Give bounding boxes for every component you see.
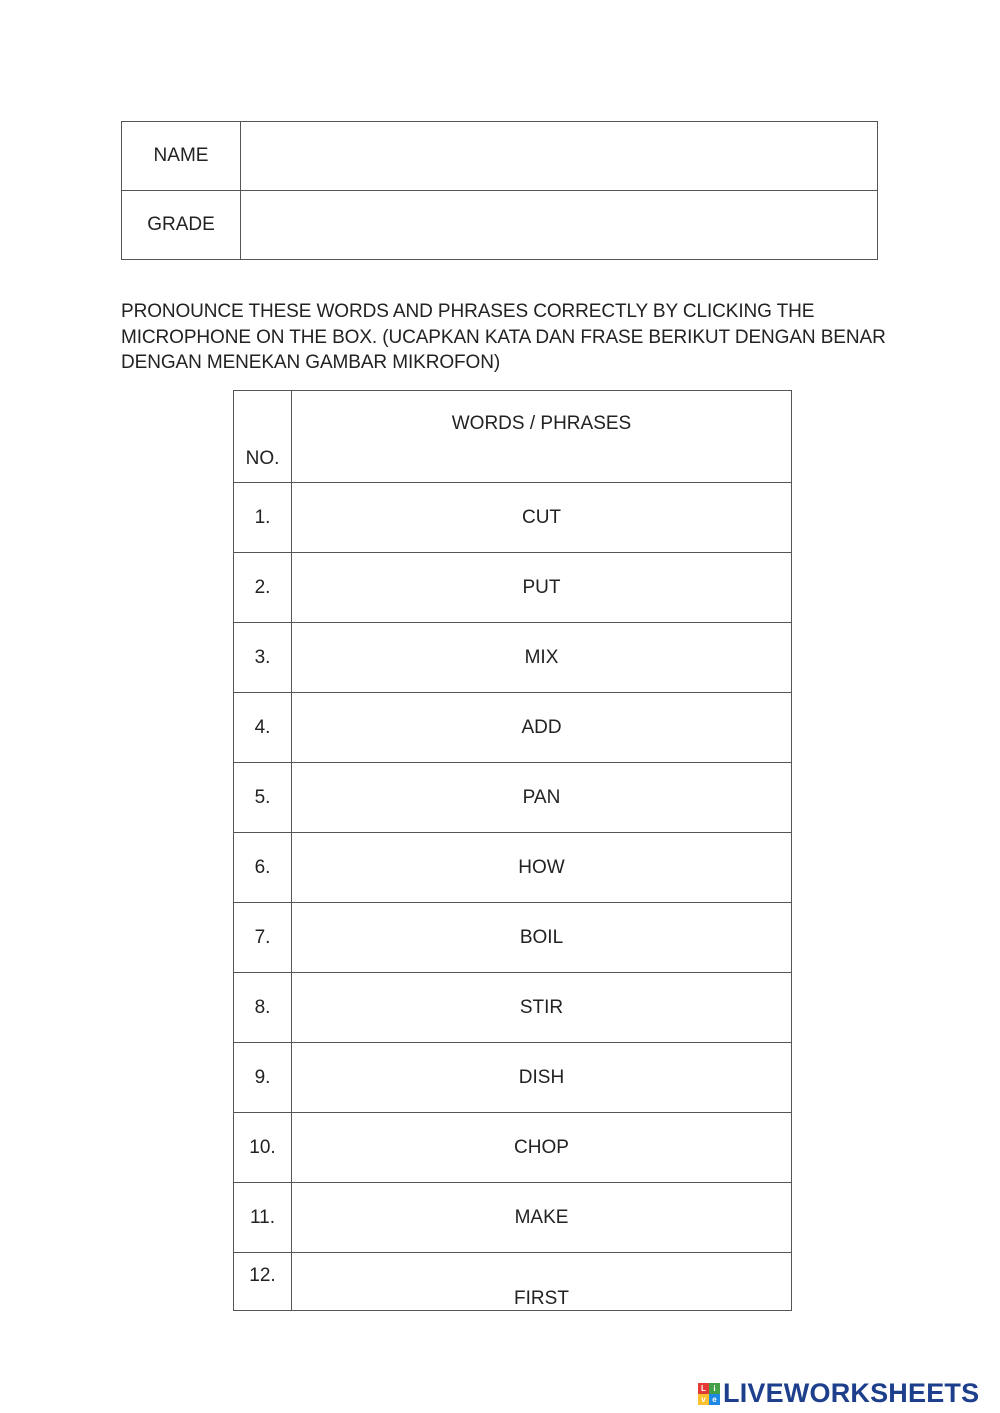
table-header-row bbox=[234, 391, 792, 483]
word-cell[interactable]: PUT bbox=[292, 553, 792, 623]
table-row bbox=[234, 1253, 792, 1311]
word-cell[interactable]: MIX bbox=[292, 623, 792, 693]
word-cell[interactable]: PAN bbox=[292, 763, 792, 833]
words-table bbox=[233, 390, 792, 1311]
grade-row bbox=[122, 191, 878, 260]
word-cell[interactable]: CUT bbox=[292, 483, 792, 553]
name-row bbox=[122, 122, 878, 191]
row-number: 1. bbox=[234, 483, 292, 553]
word-cell[interactable]: CHOP bbox=[292, 1113, 792, 1183]
table-row bbox=[234, 763, 792, 833]
word-cell[interactable]: ADD bbox=[292, 693, 792, 763]
row-number: 8. bbox=[234, 973, 292, 1043]
logo-mark-icon bbox=[698, 1383, 720, 1405]
word-cell[interactable]: DISH bbox=[292, 1043, 792, 1113]
table-row bbox=[234, 483, 792, 553]
liveworksheets-logo[interactable] bbox=[698, 1378, 979, 1409]
table-row bbox=[234, 833, 792, 903]
name-label: NAME bbox=[122, 122, 241, 191]
words-column-header: WORDS / PHRASES bbox=[292, 391, 792, 483]
table-row bbox=[234, 693, 792, 763]
table-row bbox=[234, 973, 792, 1043]
row-number: 7. bbox=[234, 903, 292, 973]
row-number: 2. bbox=[234, 553, 292, 623]
grade-label: GRADE bbox=[122, 191, 241, 260]
row-number: 9. bbox=[234, 1043, 292, 1113]
row-number: 3. bbox=[234, 623, 292, 693]
grade-field[interactable] bbox=[241, 191, 878, 260]
table-row bbox=[234, 1183, 792, 1253]
student-info-table bbox=[121, 121, 878, 260]
table-row bbox=[234, 623, 792, 693]
name-field[interactable] bbox=[241, 122, 878, 191]
row-number: 5. bbox=[234, 763, 292, 833]
table-row bbox=[234, 903, 792, 973]
table-row bbox=[234, 1113, 792, 1183]
word-cell[interactable]: STIR bbox=[292, 973, 792, 1043]
logo-mark-letter: e bbox=[709, 1394, 720, 1405]
logo-mark-letter: i bbox=[709, 1383, 720, 1394]
row-number: 11. bbox=[234, 1183, 292, 1253]
table-row bbox=[234, 553, 792, 623]
no-column-header: NO. bbox=[234, 391, 292, 483]
logo-text: LIVEWORKSHEETS bbox=[723, 1378, 980, 1408]
row-number: 10. bbox=[234, 1113, 292, 1183]
row-number: 4. bbox=[234, 693, 292, 763]
row-number: 12. bbox=[234, 1253, 292, 1311]
word-cell[interactable]: HOW bbox=[292, 833, 792, 903]
instructions-text: PRONOUNCE THESE WORDS AND PHRASES CORRECTLY BY CLICKING THE MICROPHONE ON THE BOX. (UCAPKAN KATA DAN FRASE BERIKUT DENGAN BENAR DENGAN MENEKAN GAMBAR MIKROFON) bbox=[121, 301, 886, 373]
logo-mark-letter: v bbox=[698, 1394, 709, 1405]
word-cell[interactable]: MAKE bbox=[292, 1183, 792, 1253]
logo-mark-letter: L bbox=[698, 1383, 709, 1394]
word-cell[interactable]: FIRST bbox=[292, 1253, 792, 1311]
table-row bbox=[234, 1043, 792, 1113]
row-number: 6. bbox=[234, 833, 292, 903]
word-cell[interactable]: BOIL bbox=[292, 903, 792, 973]
